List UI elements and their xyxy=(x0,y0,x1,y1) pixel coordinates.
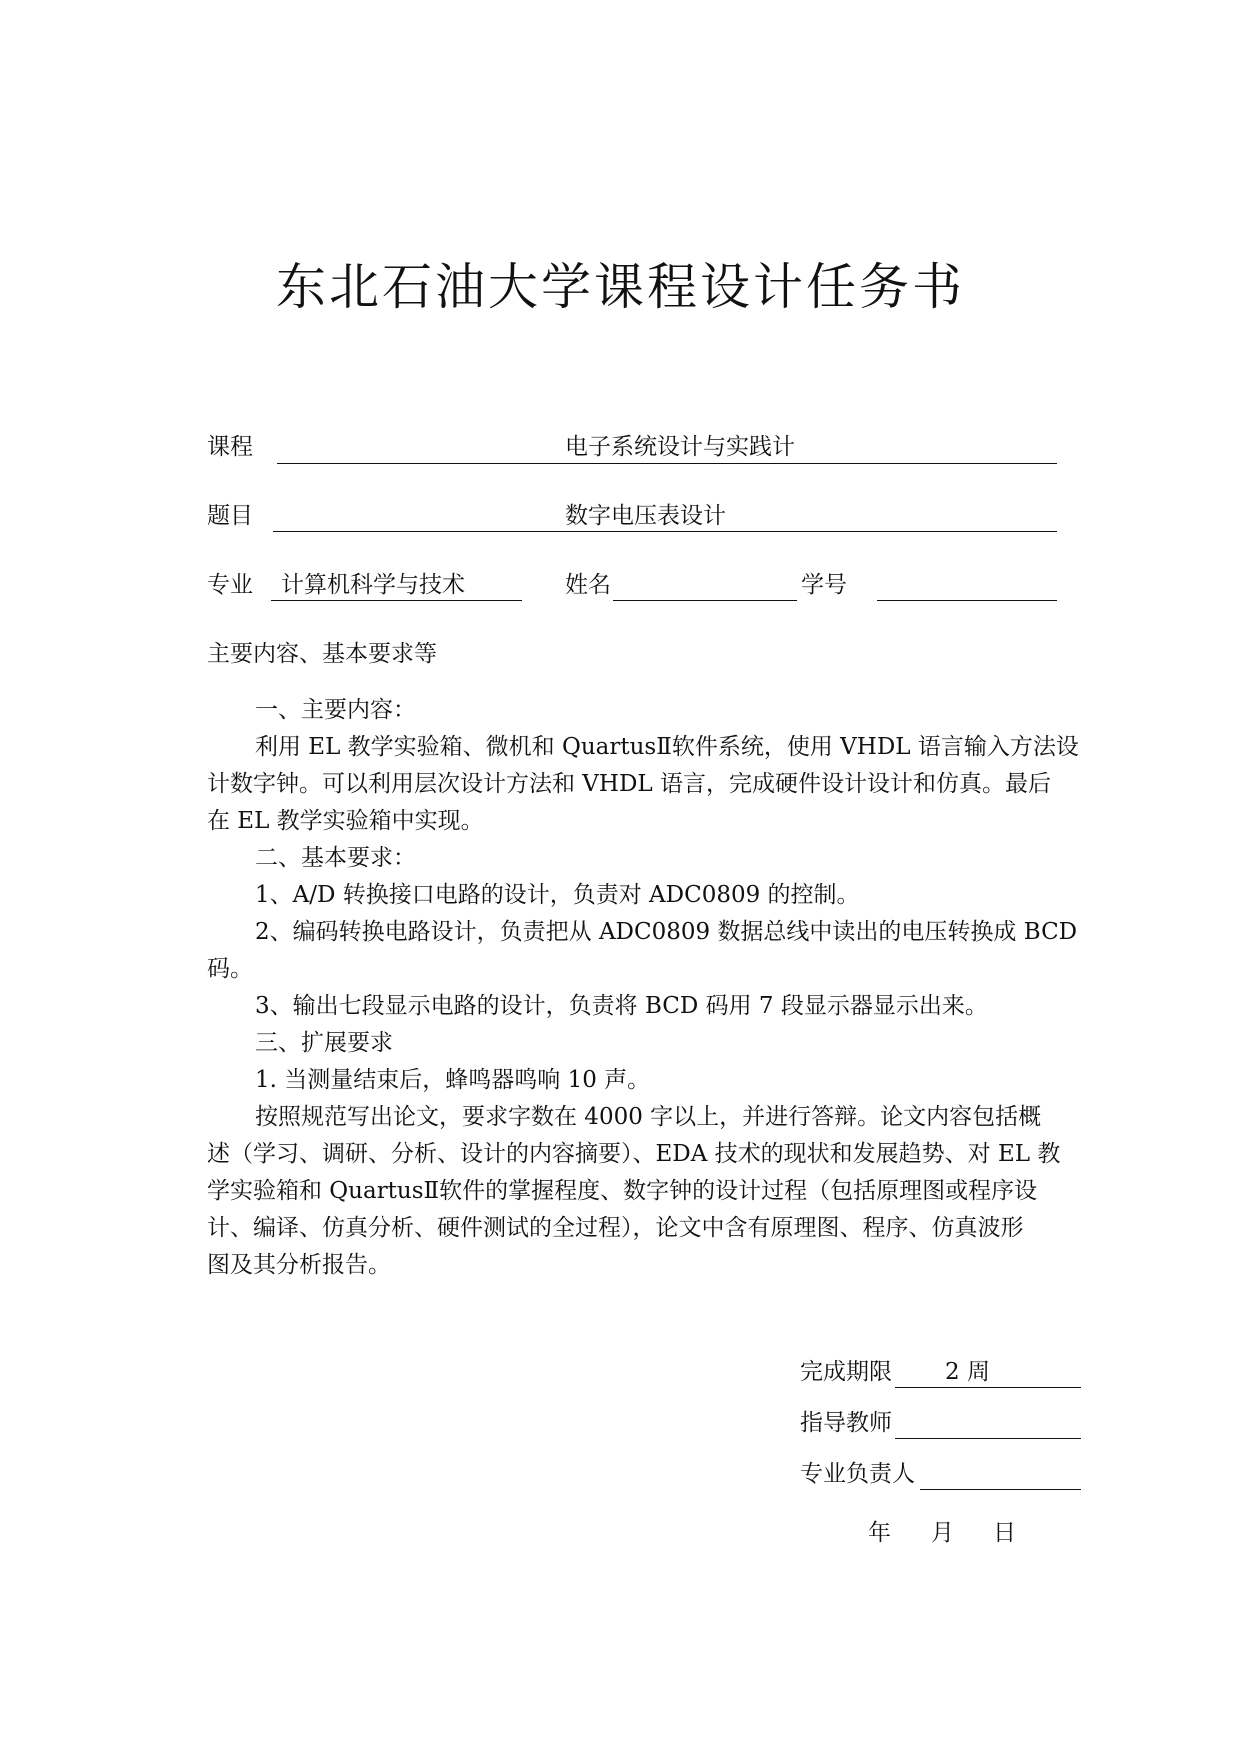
topic-underline xyxy=(273,531,1057,532)
teacher-underline xyxy=(895,1438,1081,1439)
teacher-label: 指导教师 xyxy=(800,1410,892,1436)
requirement-item: 2、编码转换电路设计，负责把从 ADC0809 数据总线中读出的电压转换成 BCD xyxy=(255,919,1078,945)
paragraph-line: 在 EL 教学实验箱中实现。 xyxy=(207,808,484,834)
requirement-item: 1、A/D 转换接口电路的设计，负责对 ADC0809 的控制。 xyxy=(255,882,860,908)
section-heading: 二、基本要求： xyxy=(255,845,416,871)
head-label: 专业负责人 xyxy=(800,1461,915,1487)
course-label: 课程 xyxy=(207,434,253,460)
major-value: 计算机科学与技术 xyxy=(281,572,465,598)
major-underline xyxy=(271,600,522,601)
date-day: 日 xyxy=(993,1520,1016,1546)
deadline-value: 2 周 xyxy=(945,1359,990,1385)
deadline-underline xyxy=(895,1387,1081,1388)
paragraph-line: 按照规范写出论文，要求字数在 4000 字以上，并进行答辩。论文内容包括概 xyxy=(255,1104,1042,1130)
paragraph-line: 计数字钟。可以利用层次设计方法和 VHDL 语言，完成硬件设计设计和仿真。最后 xyxy=(207,771,1052,797)
head-underline xyxy=(920,1489,1081,1490)
paragraph-line: 图及其分析报告。 xyxy=(207,1252,391,1278)
document-title: 东北石油大学课程设计任务书 xyxy=(276,258,965,316)
date-month: 月 xyxy=(931,1520,954,1546)
topic-value: 数字电压表设计 xyxy=(565,503,726,529)
id-underline xyxy=(877,600,1057,601)
paragraph-line: 利用 EL 教学实验箱、微机和 QuartusⅡ软件系统，使用 VHDL 语言输入方法设 xyxy=(255,734,1079,760)
paragraph-line: 计、编译、仿真分析、硬件测试的全过程），论文中含有原理图、程序、仿真波形 xyxy=(207,1215,1024,1241)
content-heading: 主要内容、基本要求等 xyxy=(207,641,437,667)
section-heading: 一、主要内容： xyxy=(255,697,416,723)
deadline-label: 完成期限 xyxy=(800,1359,892,1385)
id-label: 学号 xyxy=(801,572,847,598)
paragraph-line: 学实验箱和 QuartusⅡ软件的掌握程度、数字钟的设计过程（包括原理图或程序设 xyxy=(207,1178,1038,1204)
name-underline xyxy=(613,600,797,601)
name-label: 姓名 xyxy=(565,572,611,598)
course-value: 电子系统设计与实践计 xyxy=(565,434,795,460)
paragraph-line: 述（学习、调研、分析、设计的内容摘要）、EDA 技术的现状和发展趋势、对 EL 教 xyxy=(207,1141,1061,1167)
date-year: 年 xyxy=(868,1520,891,1546)
extension-item: 1. 当测量结束后，蜂鸣器鸣响 10 声。 xyxy=(255,1067,651,1093)
requirement-item-continuation: 码。 xyxy=(207,956,253,982)
content-body xyxy=(207,692,1087,1284)
major-label: 专业 xyxy=(207,572,253,598)
course-underline xyxy=(277,463,1057,464)
section-heading: 三、扩展要求 xyxy=(255,1030,393,1056)
topic-label: 题目 xyxy=(207,503,253,529)
requirement-item: 3、输出七段显示电路的设计，负责将 BCD 码用 7 段显示器显示出来。 xyxy=(255,993,988,1019)
